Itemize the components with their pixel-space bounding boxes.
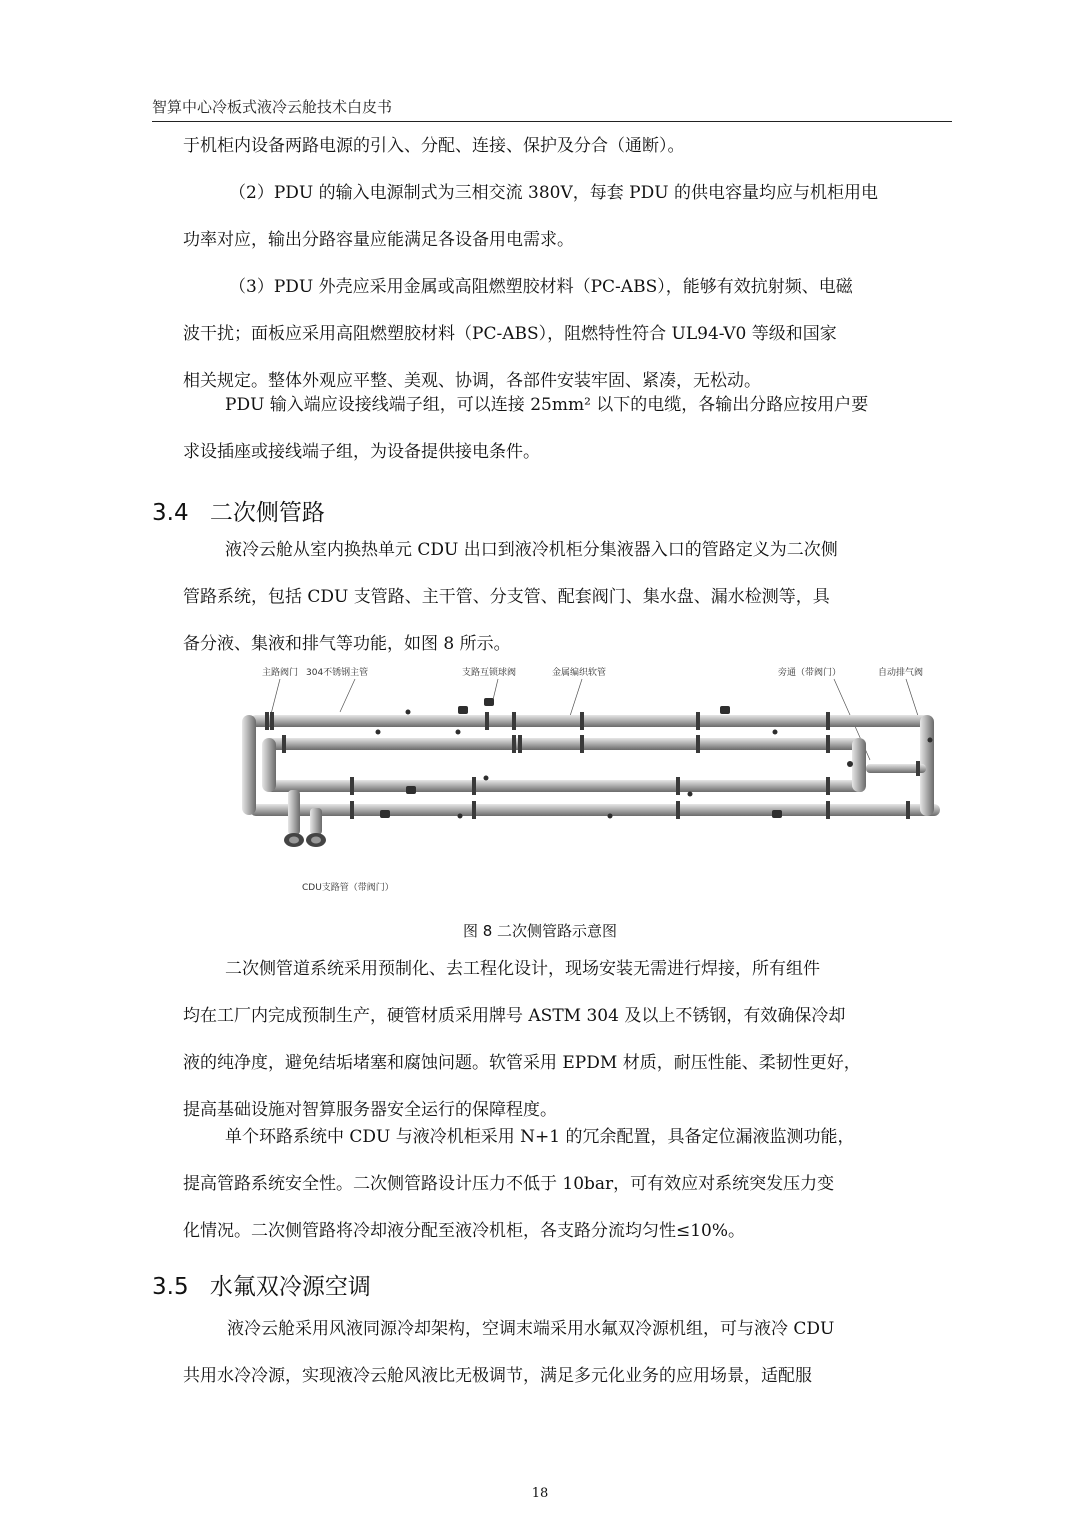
text-line: 二次侧管道系统采用预制化、去工程化设计，现场安装无需进行焊接，所有组件 — [225, 959, 820, 979]
paragraph-pdu-terminal — [183, 382, 953, 476]
text-line: 单个环路系统中 CDU 与液冷机柜采用 N+1 的冗余配置，具备定位漏液监测功能， — [225, 1127, 855, 1147]
text-line: 化情况。二次侧管路将冷却液分配至液冷机柜，各支路分流均匀性≤10%。 — [183, 1221, 746, 1241]
label-main-valve: 主路阀门 — [262, 668, 299, 678]
text-line: 备分液、集液和排气等功能，如图 8 所示。 — [183, 634, 511, 654]
text-line: 求设插座或接线端子组，为设备提供接电条件。 — [183, 442, 540, 462]
text-line: 液冷云舱采用风液同源冷却架构，空调末端采用水氟双冷源机组，可与液冷 CDU — [227, 1319, 835, 1339]
text-line: （3）PDU 外壳应采用金属或高阻燃塑胶材料（PC-ABS），能够有效抗射频、电磁 — [229, 277, 853, 297]
text-line: 液冷云舱从室内换热单元 CDU 出口到液冷机柜分集液器入口的管路定义为二次侧 — [225, 540, 838, 560]
label-auto-vent: 自动排气阀 — [878, 668, 924, 678]
label-cdu-branch: CDU支路管（带阀门） — [302, 883, 394, 893]
paragraph-section-3-4-intro — [183, 527, 953, 668]
section-number: 3.5 — [152, 1274, 189, 1300]
section-title: 二次侧管路 — [209, 500, 325, 526]
label-steel-pipe: 304不锈钢主管 — [306, 668, 369, 678]
text-line: PDU 输入端应设接线端子组，可以连接 25mm² 以下的电缆，各输出分路应按用户要 — [225, 395, 869, 415]
header-rule — [152, 121, 952, 122]
section-heading-3-4 — [152, 494, 325, 527]
text-line: 功率对应，输出分路容量应能满足各设备用电需求。 — [183, 230, 574, 250]
figure-caption: 图 8 二次侧管路示意图 — [462, 922, 618, 940]
section-title: 水氟双冷源空调 — [209, 1274, 371, 1300]
paragraph-pdu-2 — [183, 170, 953, 264]
label-branch-valve: 支路互锁球阀 — [462, 668, 517, 678]
text-line: 共用水冷冷源，实现液冷云舱风液比无极调节，满足多元化业务的应用场景，适配服 — [183, 1366, 812, 1386]
text-line: 液的纯净度，避免结垢堵塞和腐蚀问题。软管采用 EPDM 材质，耐压性能、柔韧性更好， — [183, 1053, 861, 1073]
text-line: 相关规定。整体外观应平整、美观、协调，各部件安装牢固、紧凑，无松动。 — [183, 371, 761, 391]
paragraph-pdu-intro — [183, 123, 953, 170]
label-bypass: 旁通（带阀门） — [778, 668, 842, 678]
label-braided-hose: 金属编织软管 — [552, 668, 607, 678]
page-number: 18 — [531, 1486, 549, 1501]
text-line: 提高基础设施对智算服务器安全运行的保障程度。 — [183, 1100, 557, 1120]
text-line: 管路系统，包括 CDU 支管路、主干管、分支管、配套阀门、集水盘、漏水检测等，具 — [183, 587, 830, 607]
text-line: 波干扰；面板应采用高阻燃塑胶材料（PC-ABS），阻燃特性符合 UL94-V0 等级和国家 — [183, 324, 837, 344]
secondary-pipe-diagram — [230, 660, 950, 900]
text-line: 均在工厂内完成预制生产，硬管材质采用牌号 ASTM 304 及以上不锈钢，有效确保冷却 — [183, 1006, 846, 1026]
section-number: 3.4 — [152, 500, 189, 526]
pipe-network — [242, 715, 940, 847]
paragraph-section-3-5-intro — [183, 1306, 953, 1400]
text-line: 提高管路系统安全性。二次侧管路设计压力不低于 10bar，可有效应对系统突发压力变 — [183, 1174, 835, 1194]
text-line: 于机柜内设备两路电源的引入、分配、连接、保护及分合（通断）。 — [183, 136, 685, 156]
paragraph-redundancy — [183, 1114, 953, 1255]
paragraph-pipe-design — [183, 946, 953, 1134]
text-line: （2）PDU 的输入电源制式为三相交流 380V，每套 PDU 的供电容量均应与机柜用电 — [229, 183, 878, 203]
running-header: 智算中心冷板式液冷云舱技术白皮书 — [152, 98, 393, 116]
pipe-flanges — [265, 712, 920, 819]
section-heading-3-5 — [152, 1268, 371, 1301]
